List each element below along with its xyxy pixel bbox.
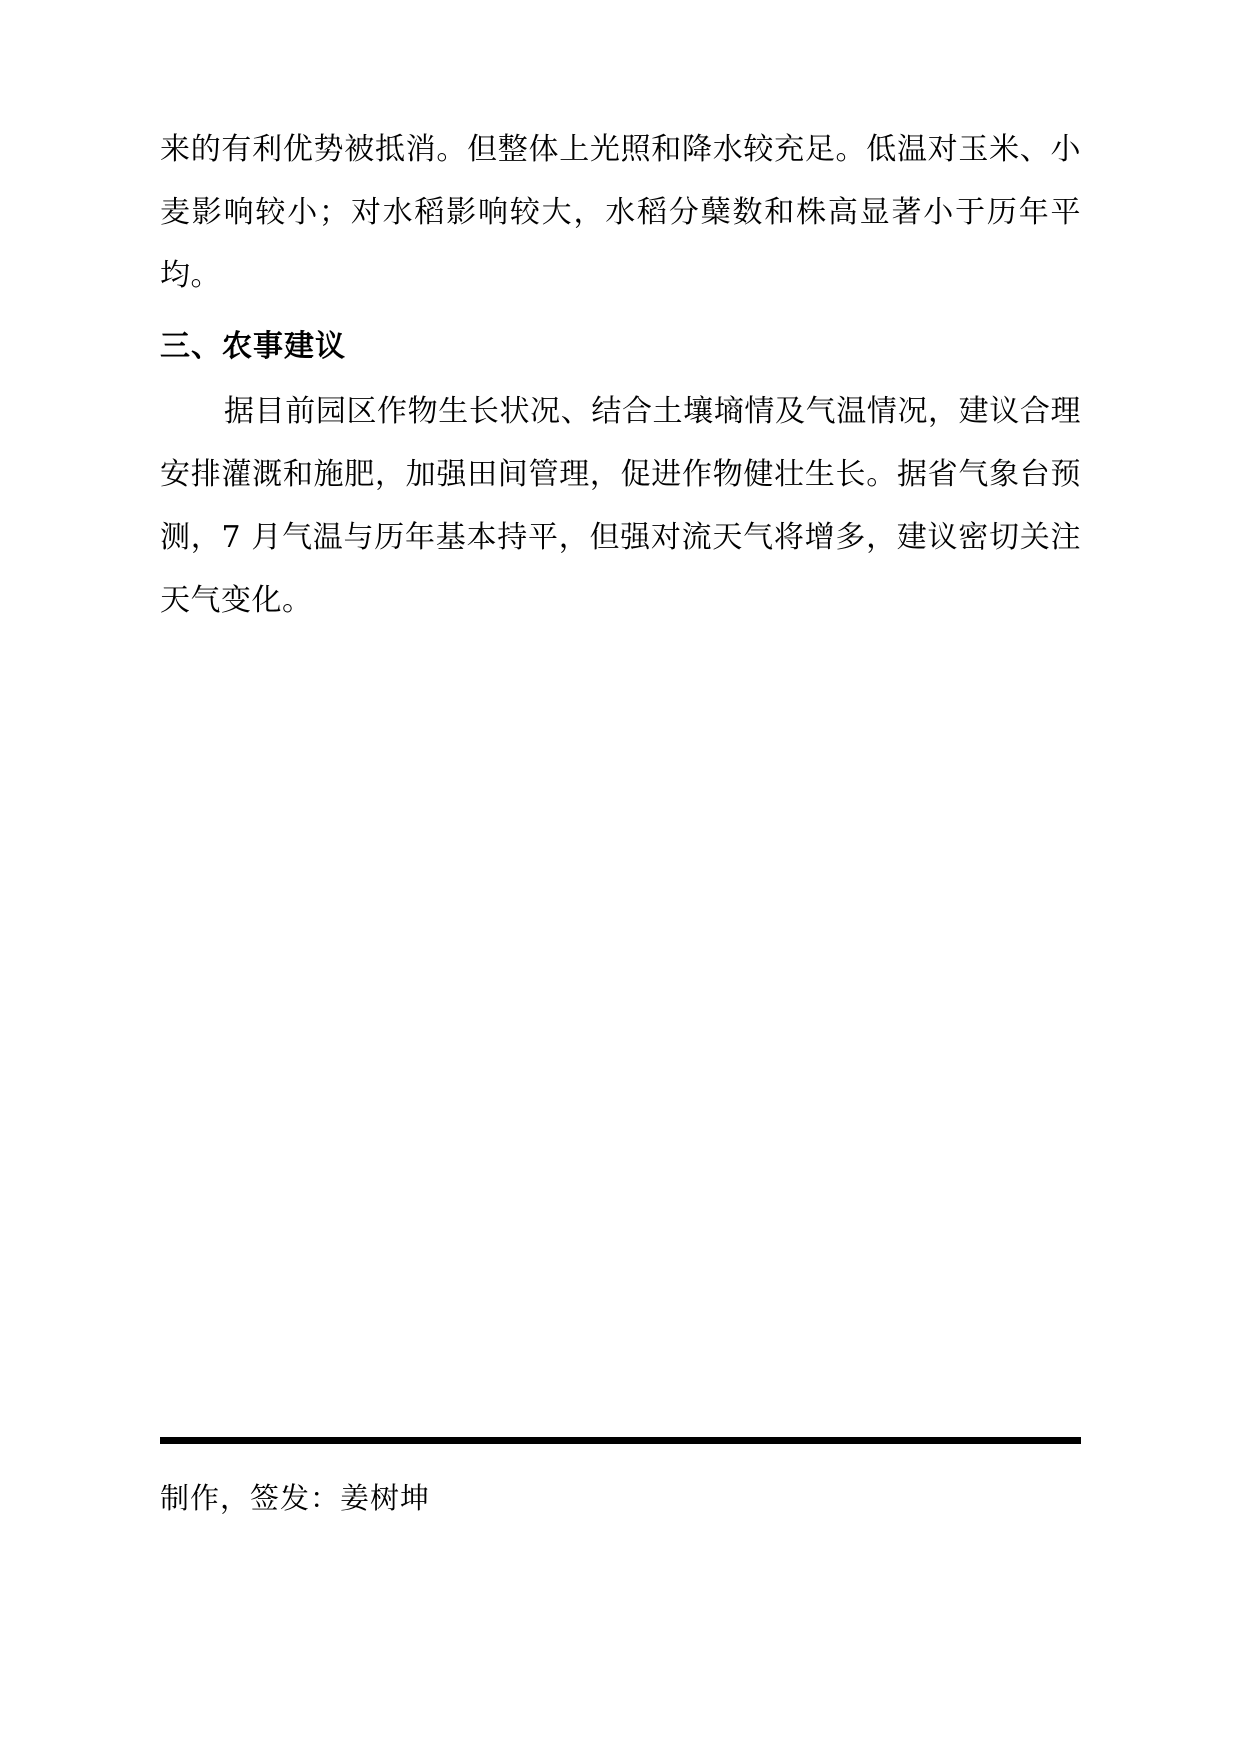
paragraph-farming-advice: 据目前园区作物生长状况、结合土壤墒情及气温情况，建议合理安排灌溉和施肥，加强田间管理，促进作物健壮生长。据省气象台预测，7 月气温与历年基本持平，但强对流天气将增多，建议密切关注天气变化。: [160, 394, 1081, 618]
blank-space: [160, 632, 1081, 1392]
footer-divider: [160, 1437, 1081, 1444]
footer-signature: 制作，签发：姜树坤: [160, 1481, 431, 1515]
section-heading-farming-advice: 三、农事建议: [160, 329, 346, 364]
footer: [160, 1437, 1081, 1518]
paragraph-continued: 来的有利优势被抵消。但整体上光照和降水较充足。低温对玉米、小麦影响较小；对水稻影响较大，水稻分蘖数和株高显著小于历年平均。: [160, 132, 1081, 293]
